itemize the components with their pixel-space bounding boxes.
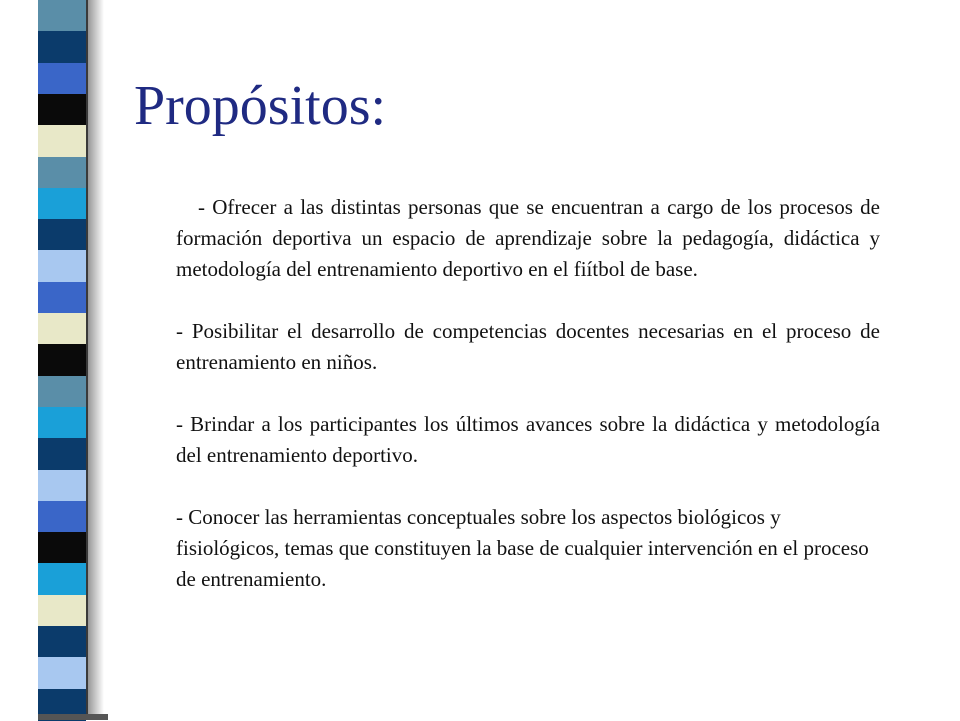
stripe-block	[38, 407, 86, 439]
purpose-paragraph-4: - Conocer las herramientas conceptuales sobre los aspectos biológicos y fisiológicos, temas que constituyen la base de cualquier intervención en el proceso de entrenamiento.	[176, 505, 869, 591]
stripe-block	[38, 63, 86, 95]
purpose-paragraph-1: - Ofrecer a las distintas personas que se encuentran a cargo de los procesos de formación deportiva un espacio de aprendizaje sobre la pedagogía, didáctica y metodología del entrenamiento deportivo en el fiítbol de base.	[176, 195, 880, 281]
stripe-block	[38, 657, 86, 689]
stripe-block	[38, 250, 86, 282]
stripe-block	[38, 0, 86, 32]
stripe-block	[38, 188, 86, 220]
stripe-block	[38, 219, 86, 251]
stripe-edge	[86, 0, 88, 720]
stripe-block	[38, 470, 86, 502]
stripe-block	[38, 501, 86, 533]
slide-title: Propósitos:	[134, 75, 387, 137]
stripe-bottom-shadow	[38, 714, 108, 720]
stripe-block	[38, 532, 86, 564]
slide-body	[176, 192, 880, 595]
stripe-block	[38, 125, 86, 157]
purpose-paragraph-3: - Brindar a los participantes los últimos avances sobre la didáctica y metodología del entrenamiento deportivo.	[176, 412, 880, 467]
purpose-paragraph-2: - Posibilitar el desarrollo de competencias docentes necesarias en el proceso de entrenamiento en niños.	[176, 319, 880, 374]
stripe-block	[38, 31, 86, 63]
stripe-shadow	[86, 0, 104, 720]
stripe-block	[38, 313, 86, 345]
stripe-block	[38, 563, 86, 595]
stripe-block	[38, 595, 86, 627]
stripe-block	[38, 282, 86, 314]
stripe-block	[38, 438, 86, 470]
decorative-stripe-bar	[0, 0, 110, 720]
stripe-block	[38, 94, 86, 126]
stripe-block	[38, 376, 86, 408]
stripe-block	[38, 157, 86, 189]
stripe-block	[38, 344, 86, 376]
stripe-block	[38, 626, 86, 658]
